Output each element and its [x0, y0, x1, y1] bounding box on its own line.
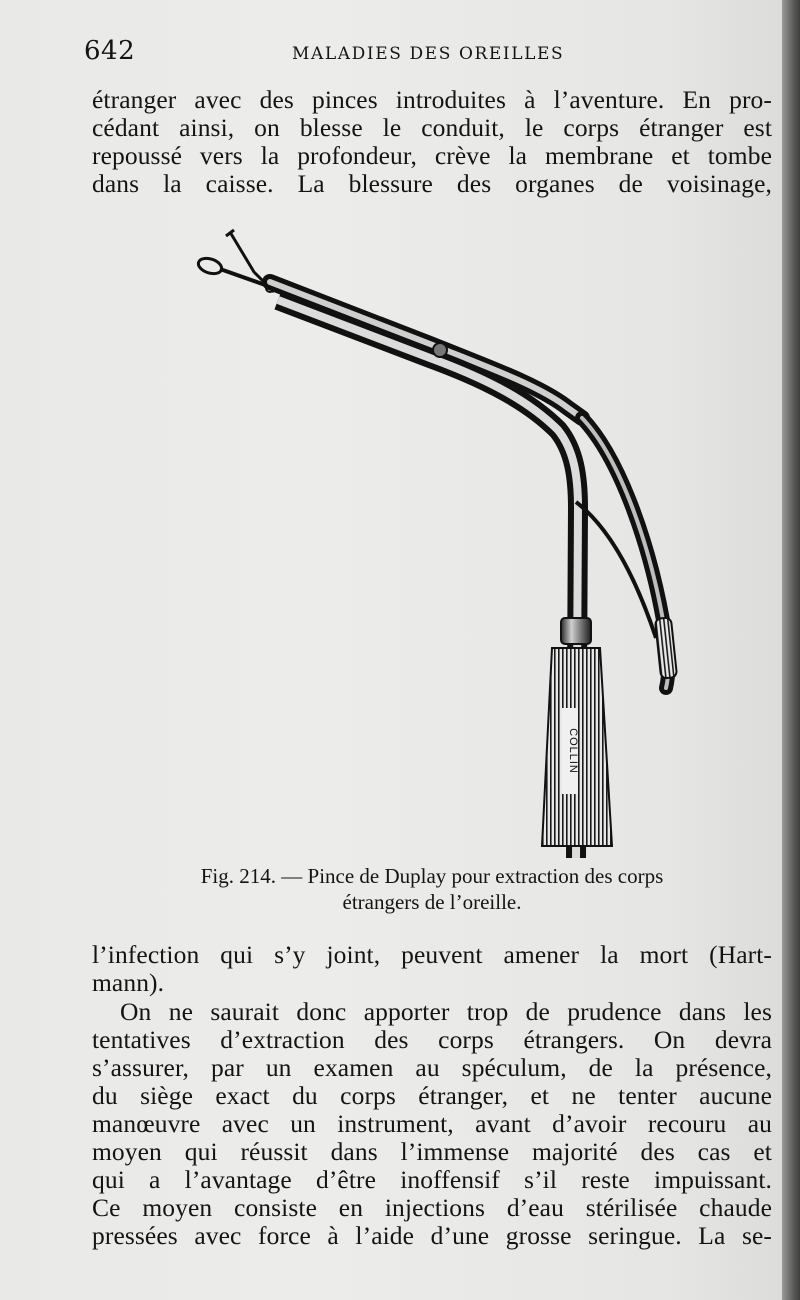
text-line: pressées avec force à l’aide d’une grosse seringue. La se- — [92, 1221, 772, 1250]
paragraph-next — [92, 998, 772, 1250]
text-line: tentatives d’extraction des corps étrangers. On devra — [92, 1025, 772, 1054]
running-head: MALADIES DES OREILLES — [292, 44, 565, 64]
page-number: 642 — [84, 36, 136, 66]
text-line: manœuvre avec un instrument, avant d’avoir recouru au — [92, 1109, 772, 1138]
paragraph-top — [92, 86, 772, 198]
maker-mark: COLLIN — [567, 728, 579, 774]
text-line: cédant ainsi, on blesse le conduit, le corps étranger est — [92, 113, 772, 142]
page-header — [84, 34, 764, 68]
text-line: mann). — [92, 968, 165, 997]
forceps-illustration-icon — [190, 218, 710, 858]
text-line: l’infection qui s’y joint, peuvent amener la mort (Hart- — [92, 940, 772, 969]
figure-forceps — [190, 218, 710, 858]
text-line: s’assurer, par un examen au spéculum, de la présence, — [92, 1053, 772, 1082]
text-line: dans la caisse. La blessure des organes de voisinage, — [92, 169, 772, 198]
text-line: étranger avec des pinces introduites à l’aventure. En pro- — [92, 85, 772, 114]
text-line: repoussé vers la profondeur, crève la membrane et tombe — [92, 141, 772, 170]
text-line: du siège exact du corps étranger, et ne tenter aucune — [92, 1081, 772, 1110]
caption-line: étrangers de l’oreille. — [342, 890, 522, 914]
text-line: Ce moyen consiste en injections d’eau stérilisée chaude — [92, 1193, 772, 1222]
paragraph-continued — [92, 941, 772, 997]
text-line: moyen qui réussit dans l’immense majorité des cas et — [92, 1137, 772, 1166]
text-line: qui a l’avantage d’être inoffensif s’il reste impuissant. — [92, 1165, 772, 1194]
book-spine-shadow — [782, 0, 800, 1300]
figure-caption — [92, 863, 772, 915]
text-line: On ne saurait donc apporter trop de prudence dans les — [120, 997, 772, 1026]
caption-line: Fig. 214. — Pince de Duplay pour extraction des corps — [200, 864, 664, 888]
